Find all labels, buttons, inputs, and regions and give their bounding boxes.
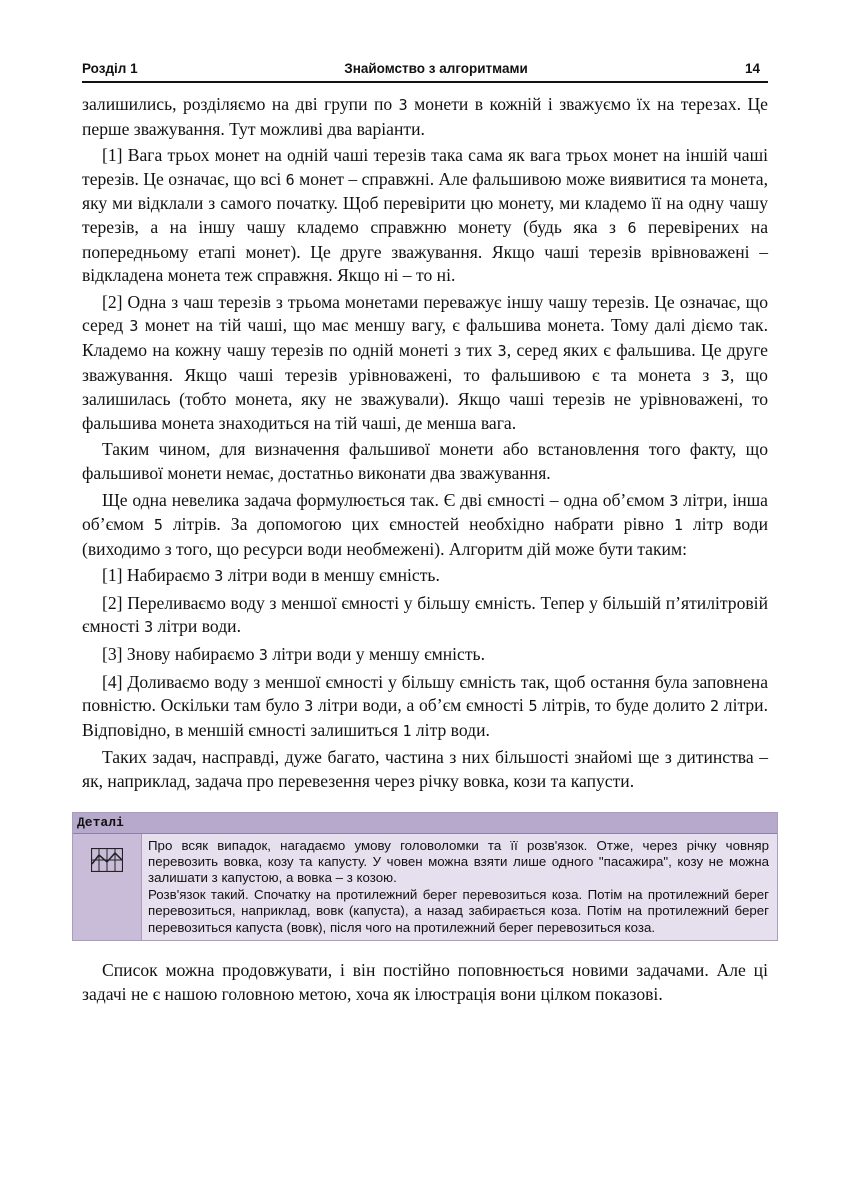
closing-paragraph: Список можна продовжувати, і він постійно поповнюється новими задачами. Але ці задачі не є нашою головною метою, хоча як ілюстрація вони цілком показові. xyxy=(82,960,768,1004)
body-paragraph xyxy=(82,93,768,141)
inline-number: 5 xyxy=(528,697,538,716)
text-run: [2] Переливаємо воду з меншої ємності у більшу ємність. Тепер у більшій п’ятилітровій ємності xyxy=(82,592,768,637)
text-run: літри води у меншу ємність. xyxy=(267,644,485,665)
inline-number: 6 xyxy=(627,218,637,237)
text-run: монет – справжні. Але фальшивою може виявитися та монета, яку ми відклали з самого початку. Щоб перевірити цю монету, ми кладемо її на одну чашу терезів, а на іншу чашу кладемо справжню монету (будь яка з xyxy=(82,168,768,237)
text-run: , серед яких є фальшива. Це друге зважування. Якщо чаші терезів урівноважені, то фальшивою є та монета з xyxy=(82,339,768,385)
chart-grid-icon xyxy=(91,848,123,877)
text-run: літрів. За допомогою цих ємностей необхідно набрати рівно xyxy=(162,514,674,535)
text-run: [4] Доливаємо воду з меншої ємності у більшу ємність так, щоб остання була заповнена повністю. Оскільки там було xyxy=(82,671,768,716)
text-run: Таким чином, для визначення фальшивої монети або встановлення того факту, що фальшивої монети немає, достатньо виконати два зважування. xyxy=(82,439,768,483)
text-run: , що залишилась (тобто монета, яку не зважували). Якщо чаші терезів не урівноважені, то фальшива монета знаходиться на тій чаші, де менша вага. xyxy=(82,364,768,433)
text-run: Ще одна невелика задача формулюється так. Є дві ємності – одна об’ємом xyxy=(102,489,670,510)
page-header xyxy=(82,58,768,83)
inline-number: 2 xyxy=(710,697,720,716)
body-paragraph xyxy=(82,643,768,668)
page-number: 14 xyxy=(744,61,760,76)
chapter-title: Знайомство з алгоритмами xyxy=(344,61,528,76)
body-paragraph xyxy=(82,671,768,744)
inline-number: 3 xyxy=(304,697,314,716)
text-run: монети в кожній і зважуємо їх на терезах. Це перше зважування. Тут можливі два варіанти. xyxy=(82,94,768,139)
inline-number: 3 xyxy=(258,646,268,665)
inline-number: 3 xyxy=(129,317,139,336)
text-run: [1] Вага трьох монет на одній чаші терезів така сама як вага трьох монет на іншій чаші терезів. Це означає, що всі xyxy=(82,145,768,189)
body-paragraph xyxy=(82,438,768,485)
text-run: Таких задач, насправді, дуже багато, частина з них більшості знайомі ще з дитинства – як, наприклад, задача про перевезення через річку вовка, кози та капусти. xyxy=(82,747,768,792)
body-paragraph xyxy=(82,291,768,436)
body-text xyxy=(82,93,768,794)
inline-number: 1 xyxy=(673,516,683,535)
details-icon-cell xyxy=(73,834,142,940)
inline-number: 6 xyxy=(285,170,295,189)
text-run: залишились, розділяємо на дві групи по xyxy=(82,94,399,114)
text-run: монет на тій чаші, що має меншу вагу, є фальшива монета. Тому далі діємо так. Кладемо на кожну чашу терезів по одній монеті з тих xyxy=(82,315,768,360)
text-run: літри, інша об’ємом xyxy=(82,489,768,535)
inline-number: 1 xyxy=(402,721,412,740)
body-paragraph xyxy=(82,592,768,640)
text-run: [3] Знову набираємо xyxy=(102,644,259,665)
inline-number: 3 xyxy=(144,618,154,637)
text-run: [2] Одна з чаш терезів з трьома монетами переважує іншу чашу терезів. Це означає, що серед xyxy=(82,291,768,336)
text-run: літри води, а об’єм ємності xyxy=(313,695,529,716)
body-paragraph xyxy=(82,746,768,793)
inline-number: 3 xyxy=(497,341,507,360)
inline-number: 3 xyxy=(720,366,730,385)
inline-number: 3 xyxy=(398,96,408,114)
text-run: літри води в меншу ємність. xyxy=(223,565,440,586)
body-paragraph xyxy=(82,489,768,562)
details-text xyxy=(142,834,777,940)
text-run: літрів, то буде долито xyxy=(537,695,711,716)
inline-number: 3 xyxy=(214,567,224,586)
text-run: [1] Набираємо xyxy=(102,565,215,586)
details-paragraph: Розв'язок такий. Спочатку на протилежний берег перевозиться коза. Потім на протилежний берег перевозиться, наприклад, вовк (капуста), а назад забирається коза. Потім на протилежний берег перевозиться капуста (вовк), після чого на протилежний берег перевозиться коза. xyxy=(148,886,769,935)
section-label: Розділ 1 xyxy=(82,61,138,76)
text-run: перевірених на попередньому етапі монет). Це друге зважування. Якщо чаші терезів врівноважені – відкладена монета теж справжня. Якщо ні – то ні. xyxy=(82,216,769,286)
text-run: літр води. xyxy=(411,719,490,740)
inline-number: 5 xyxy=(153,516,163,535)
details-paragraph: Про всяк випадок, нагадаємо умову головоломки та її розв'язок. Отже, через річку човняр перевозить вовка, козу та капусту. У човен можна взяти лише одного "пасажира", козу не можна залишати з капустою, а вовка – з козою. xyxy=(148,837,769,886)
details-heading: Деталі xyxy=(73,813,777,834)
text-run: літр води (виходимо з того, що ресурси води необмежені). Алгоритм дій може бути таким: xyxy=(82,514,769,559)
details-row xyxy=(73,834,777,940)
details-box xyxy=(72,812,778,941)
body-paragraph xyxy=(82,564,768,589)
body-paragraph xyxy=(82,144,768,288)
text-run: літри води. xyxy=(153,616,241,637)
closing-section xyxy=(82,959,768,1006)
text-run: літри. Відповідно, в меншій ємності залишиться xyxy=(82,695,768,740)
inline-number: 3 xyxy=(669,491,679,510)
page xyxy=(77,58,769,1009)
